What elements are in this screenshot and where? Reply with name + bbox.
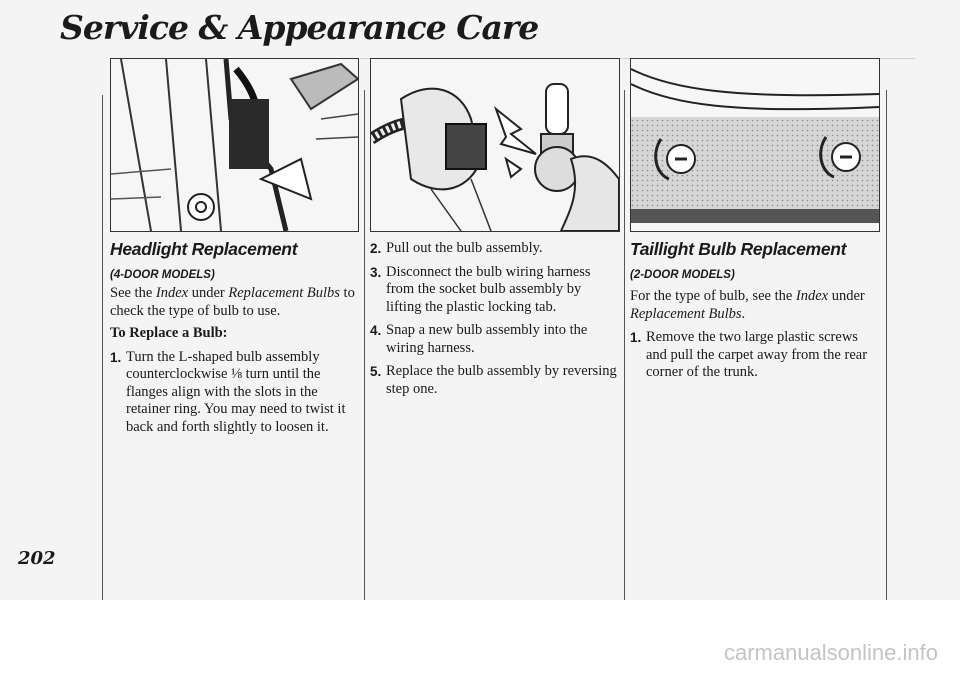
headlight-heading: Headlight Replacement: [110, 239, 298, 259]
step-item: 1. Remove the two large plastic screws and pull the carpet away from the rear corner of the trunk.: [630, 329, 868, 380]
watermark: carmanualsonline.info: [723, 640, 938, 665]
procedure-title: To Replace a Bulb:: [110, 325, 228, 341]
column-divider-left: [364, 90, 365, 600]
headlight-intro: See the Index under Replacement Bulbs to check the type of bulb to use.: [110, 285, 355, 319]
column-divider-right: [624, 90, 625, 600]
step-item: 1. Turn the L-shaped bulb assembly counterclockwise ⅛ turn until the flanges align with the slots in the retainer ring. You may need to twist it back and forth slightly to loosen it.: [110, 348, 346, 435]
step-item: 3. Disconnect the bulb wiring harness from the socket bulb assembly by lifting the plastic locking tab.: [370, 263, 591, 315]
right-margin-line: [886, 90, 887, 600]
headlight-model-note: (4-DOOR MODELS): [110, 268, 215, 281]
taillight-heading: Taillight Bulb Replacement: [630, 239, 847, 259]
taillight-model-note: (2-DOOR MODELS): [630, 268, 735, 281]
bulb-harness-illustration: [370, 58, 620, 232]
step-item: 5. Replace the bulb assembly by reversing step one.: [370, 363, 617, 397]
headlight-assembly-illustration: [110, 58, 359, 232]
page-title: Service & Appearance Care: [60, 8, 539, 47]
taillight-intro: For the type of bulb, see the Index under Replacement Bulbs.: [630, 288, 865, 322]
page-margin-line: [102, 95, 103, 600]
step-item: 4. Snap a new bulb assembly into the wiring harness.: [370, 322, 588, 356]
headlight-section: [110, 241, 360, 436]
step-item: 2. Pull out the bulb assembly.: [370, 240, 543, 256]
taillight-section: [630, 241, 882, 382]
bulb-steps-section: [370, 240, 620, 398]
trunk-screws-illustration: [630, 58, 880, 232]
page-number: 202: [18, 548, 56, 569]
